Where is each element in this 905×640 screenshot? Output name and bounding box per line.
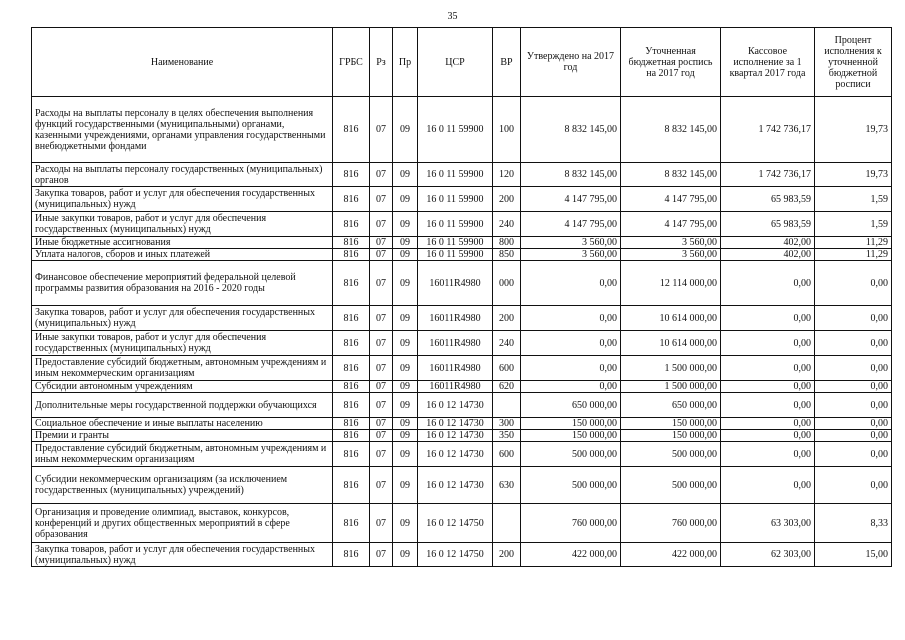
- cell-cash: 0,00: [721, 261, 815, 306]
- cell-cash: 0,00: [721, 430, 815, 442]
- cell-refined: 650 000,00: [621, 393, 721, 418]
- cell-cash: 1 742 736,17: [721, 163, 815, 187]
- cell-vr: 240: [493, 212, 521, 237]
- cell-grbs: 816: [333, 543, 370, 567]
- cell-csr: 16 0 12 14730: [418, 430, 493, 442]
- cell-percent: 0,00: [815, 381, 892, 393]
- cell-rz: 07: [370, 430, 393, 442]
- cell-cash: 62 303,00: [721, 543, 815, 567]
- cell-pr: 09: [393, 249, 418, 261]
- cell-percent: 15,00: [815, 543, 892, 567]
- cell-percent: 0,00: [815, 430, 892, 442]
- cell-csr: 16011R4980: [418, 356, 493, 381]
- cell-cash: 1 742 736,17: [721, 97, 815, 163]
- table-row: [32, 418, 892, 430]
- cell-vr: 600: [493, 442, 521, 467]
- cell-approved: 500 000,00: [521, 467, 621, 504]
- cell-pr: 09: [393, 187, 418, 212]
- cell-percent: 8,33: [815, 504, 892, 543]
- table-row: [32, 356, 892, 381]
- cell-rz: 07: [370, 442, 393, 467]
- cell-vr: 240: [493, 331, 521, 356]
- cell-pr: 09: [393, 97, 418, 163]
- cell-vr: 200: [493, 187, 521, 212]
- cell-refined: 1 500 000,00: [621, 356, 721, 381]
- cell-rz: 07: [370, 237, 393, 249]
- cell-pr: 09: [393, 418, 418, 430]
- cell-csr: 16 0 12 14750: [418, 504, 493, 543]
- cell-cash: 0,00: [721, 381, 815, 393]
- col-header-refined: Уточненная бюджетная роспись на 2017 год: [621, 28, 721, 97]
- cell-grbs: 816: [333, 249, 370, 261]
- cell-percent: 0,00: [815, 418, 892, 430]
- budget-execution-table: [31, 27, 892, 567]
- cell-vr: 300: [493, 418, 521, 430]
- cell-grbs: 816: [333, 381, 370, 393]
- cell-refined: 422 000,00: [621, 543, 721, 567]
- cell-rz: 07: [370, 504, 393, 543]
- table-row: [32, 442, 892, 467]
- table-row: [32, 212, 892, 237]
- cell-grbs: 816: [333, 442, 370, 467]
- cell-grbs: 816: [333, 163, 370, 187]
- cell-grbs: 816: [333, 261, 370, 306]
- cell-approved: 760 000,00: [521, 504, 621, 543]
- cell-csr: 16 0 12 14730: [418, 418, 493, 430]
- table-row: [32, 237, 892, 249]
- table-row: [32, 504, 892, 543]
- cell-pr: 09: [393, 261, 418, 306]
- table-row: [32, 543, 892, 567]
- cell-percent: 0,00: [815, 306, 892, 331]
- cell-cash: 63 303,00: [721, 504, 815, 543]
- cell-csr: 16 0 12 14730: [418, 393, 493, 418]
- cell-name: Закупка товаров, работ и услуг для обеспечения государственных (муниципальных) нужд: [32, 543, 333, 567]
- cell-refined: 4 147 795,00: [621, 212, 721, 237]
- cell-refined: 8 832 145,00: [621, 97, 721, 163]
- table-row: [32, 381, 892, 393]
- table-row: [32, 187, 892, 212]
- cell-csr: 16 0 11 59900: [418, 187, 493, 212]
- cell-refined: 150 000,00: [621, 418, 721, 430]
- cell-rz: 07: [370, 381, 393, 393]
- cell-pr: 09: [393, 356, 418, 381]
- cell-percent: 0,00: [815, 261, 892, 306]
- col-header-name: Наименование: [32, 28, 333, 97]
- table-row: [32, 163, 892, 187]
- cell-approved: 0,00: [521, 261, 621, 306]
- cell-name: Закупка товаров, работ и услуг для обеспечения государственных (муниципальных) нужд: [32, 187, 333, 212]
- cell-grbs: 816: [333, 187, 370, 212]
- cell-grbs: 816: [333, 467, 370, 504]
- cell-csr: 16 0 12 14730: [418, 467, 493, 504]
- cell-pr: 09: [393, 306, 418, 331]
- cell-pr: 09: [393, 212, 418, 237]
- cell-vr: [493, 393, 521, 418]
- cell-rz: 07: [370, 249, 393, 261]
- cell-rz: 07: [370, 212, 393, 237]
- cell-cash: 0,00: [721, 467, 815, 504]
- col-header-grbs: ГРБС: [333, 28, 370, 97]
- cell-pr: 09: [393, 467, 418, 504]
- cell-pr: 09: [393, 381, 418, 393]
- table-row: [32, 306, 892, 331]
- cell-name: Закупка товаров, работ и услуг для обеспечения государственных (муниципальных) нужд: [32, 306, 333, 331]
- cell-refined: 12 114 000,00: [621, 261, 721, 306]
- cell-percent: 11,29: [815, 249, 892, 261]
- cell-refined: 150 000,00: [621, 430, 721, 442]
- cell-csr: 16 0 12 14750: [418, 543, 493, 567]
- cell-percent: 0,00: [815, 467, 892, 504]
- cell-refined: 10 614 000,00: [621, 331, 721, 356]
- cell-approved: 150 000,00: [521, 418, 621, 430]
- cell-refined: 3 560,00: [621, 249, 721, 261]
- table-row: [32, 261, 892, 306]
- cell-vr: 200: [493, 306, 521, 331]
- cell-vr: 850: [493, 249, 521, 261]
- table-row: [32, 249, 892, 261]
- table-row: [32, 430, 892, 442]
- cell-csr: 16 0 11 59900: [418, 212, 493, 237]
- col-header-vr: ВР: [493, 28, 521, 97]
- cell-name: Предоставление субсидий бюджетным, автономным учреждениям и иным некоммерческим организациям: [32, 356, 333, 381]
- cell-pr: 09: [393, 393, 418, 418]
- cell-name: Расходы на выплаты персоналу в целях обеспечения выполнения функций государственными (муниципальными) органами, казенными учреждениями, органами управления государственными внебюджетными фондами: [32, 97, 333, 163]
- cell-vr: 120: [493, 163, 521, 187]
- cell-vr: 600: [493, 356, 521, 381]
- cell-approved: 8 832 145,00: [521, 97, 621, 163]
- cell-refined: 500 000,00: [621, 467, 721, 504]
- cell-percent: 11,29: [815, 237, 892, 249]
- cell-pr: 09: [393, 331, 418, 356]
- cell-vr: 800: [493, 237, 521, 249]
- cell-name: Социальное обеспечение и иные выплаты населению: [32, 418, 333, 430]
- col-header-rz: Рз: [370, 28, 393, 97]
- cell-name: Иные закупки товаров, работ и услуг для обеспечения государственных (муниципальных) нужд: [32, 212, 333, 237]
- cell-approved: 150 000,00: [521, 430, 621, 442]
- page-number: 35: [447, 11, 458, 22]
- cell-vr: 350: [493, 430, 521, 442]
- table-row: [32, 331, 892, 356]
- cell-rz: 07: [370, 97, 393, 163]
- cell-csr: 16 0 11 59900: [418, 97, 493, 163]
- cell-grbs: 816: [333, 418, 370, 430]
- cell-csr: 16011R4980: [418, 381, 493, 393]
- cell-approved: 500 000,00: [521, 442, 621, 467]
- cell-refined: 1 500 000,00: [621, 381, 721, 393]
- col-header-approved: Утверждено на 2017 год: [521, 28, 621, 97]
- cell-csr: 16 0 12 14730: [418, 442, 493, 467]
- cell-approved: 4 147 795,00: [521, 212, 621, 237]
- cell-cash: 402,00: [721, 249, 815, 261]
- cell-grbs: 816: [333, 331, 370, 356]
- col-header-cash: Кассовое исполнение за 1 квартал 2017 года: [721, 28, 815, 97]
- cell-vr: 620: [493, 381, 521, 393]
- cell-cash: 0,00: [721, 418, 815, 430]
- cell-approved: 422 000,00: [521, 543, 621, 567]
- cell-percent: 19,73: [815, 163, 892, 187]
- cell-pr: 09: [393, 504, 418, 543]
- cell-approved: 650 000,00: [521, 393, 621, 418]
- cell-rz: 07: [370, 306, 393, 331]
- cell-grbs: 816: [333, 97, 370, 163]
- cell-rz: 07: [370, 543, 393, 567]
- cell-name: Дополнительные меры государственной поддержки обучающихся: [32, 393, 333, 418]
- cell-refined: 10 614 000,00: [621, 306, 721, 331]
- cell-percent: 0,00: [815, 356, 892, 381]
- cell-percent: 1,59: [815, 187, 892, 212]
- cell-cash: 0,00: [721, 306, 815, 331]
- cell-approved: 3 560,00: [521, 249, 621, 261]
- cell-cash: 0,00: [721, 356, 815, 381]
- col-header-percent: Процент исполнения к уточненной бюджетной росписи: [815, 28, 892, 97]
- cell-csr: 16 0 11 59900: [418, 249, 493, 261]
- cell-name: Премии и гранты: [32, 430, 333, 442]
- cell-vr: 000: [493, 261, 521, 306]
- cell-cash: 0,00: [721, 331, 815, 356]
- cell-rz: 07: [370, 261, 393, 306]
- cell-csr: 16011R4980: [418, 331, 493, 356]
- cell-cash: 0,00: [721, 442, 815, 467]
- table-row: [32, 467, 892, 504]
- cell-grbs: 816: [333, 356, 370, 381]
- cell-name: Расходы на выплаты персоналу государственных (муниципальных) органов: [32, 163, 333, 187]
- cell-csr: 16 0 11 59900: [418, 163, 493, 187]
- col-header-pr: Пр: [393, 28, 418, 97]
- cell-cash: 65 983,59: [721, 187, 815, 212]
- cell-refined: 4 147 795,00: [621, 187, 721, 212]
- cell-refined: 8 832 145,00: [621, 163, 721, 187]
- table-body: [32, 97, 892, 567]
- cell-rz: 07: [370, 393, 393, 418]
- cell-percent: 19,73: [815, 97, 892, 163]
- cell-grbs: 816: [333, 306, 370, 331]
- cell-csr: 16 0 11 59900: [418, 237, 493, 249]
- cell-pr: 09: [393, 163, 418, 187]
- cell-approved: 0,00: [521, 306, 621, 331]
- cell-approved: 8 832 145,00: [521, 163, 621, 187]
- cell-percent: 1,59: [815, 212, 892, 237]
- cell-approved: 0,00: [521, 381, 621, 393]
- cell-name: Уплата налогов, сборов и иных платежей: [32, 249, 333, 261]
- cell-name: Субсидии некоммерческим организациям (за исключением государственных (муниципальных) учреждений): [32, 467, 333, 504]
- cell-grbs: 816: [333, 504, 370, 543]
- cell-name: Субсидии автономным учреждениям: [32, 381, 333, 393]
- table-row: [32, 393, 892, 418]
- cell-rz: 07: [370, 418, 393, 430]
- cell-csr: 16011R4980: [418, 306, 493, 331]
- cell-percent: 0,00: [815, 442, 892, 467]
- cell-rz: 07: [370, 331, 393, 356]
- cell-rz: 07: [370, 467, 393, 504]
- cell-name: Иные закупки товаров, работ и услуг для обеспечения государственных (муниципальных) нужд: [32, 331, 333, 356]
- cell-grbs: 816: [333, 237, 370, 249]
- cell-grbs: 816: [333, 393, 370, 418]
- cell-cash: 402,00: [721, 237, 815, 249]
- cell-approved: 3 560,00: [521, 237, 621, 249]
- cell-name: Предоставление субсидий бюджетным, автономным учреждениям и иным некоммерческим организациям: [32, 442, 333, 467]
- cell-refined: 760 000,00: [621, 504, 721, 543]
- cell-rz: 07: [370, 187, 393, 212]
- cell-vr: 200: [493, 543, 521, 567]
- cell-name: Организация и проведение олимпиад, выставок, конкурсов, конференций и других общественных мероприятий в сфере образования: [32, 504, 333, 543]
- cell-grbs: 816: [333, 430, 370, 442]
- cell-pr: 09: [393, 430, 418, 442]
- cell-approved: 4 147 795,00: [521, 187, 621, 212]
- cell-pr: 09: [393, 543, 418, 567]
- cell-rz: 07: [370, 356, 393, 381]
- cell-vr: 100: [493, 97, 521, 163]
- table-row: [32, 97, 892, 163]
- cell-refined: 3 560,00: [621, 237, 721, 249]
- cell-refined: 500 000,00: [621, 442, 721, 467]
- cell-grbs: 816: [333, 212, 370, 237]
- cell-cash: 0,00: [721, 393, 815, 418]
- cell-vr: [493, 504, 521, 543]
- cell-rz: 07: [370, 163, 393, 187]
- cell-percent: 0,00: [815, 331, 892, 356]
- cell-pr: 09: [393, 442, 418, 467]
- cell-pr: 09: [393, 237, 418, 249]
- cell-name: Финансовое обеспечение мероприятий федеральной целевой программы развития образования на 2016 - 2020 годы: [32, 261, 333, 306]
- cell-approved: 0,00: [521, 331, 621, 356]
- col-header-csr: ЦСР: [418, 28, 493, 97]
- cell-percent: 0,00: [815, 393, 892, 418]
- table-header-row: [32, 28, 892, 97]
- cell-vr: 630: [493, 467, 521, 504]
- cell-csr: 16011R4980: [418, 261, 493, 306]
- cell-approved: 0,00: [521, 356, 621, 381]
- cell-name: Иные бюджетные ассигнования: [32, 237, 333, 249]
- cell-cash: 65 983,59: [721, 212, 815, 237]
